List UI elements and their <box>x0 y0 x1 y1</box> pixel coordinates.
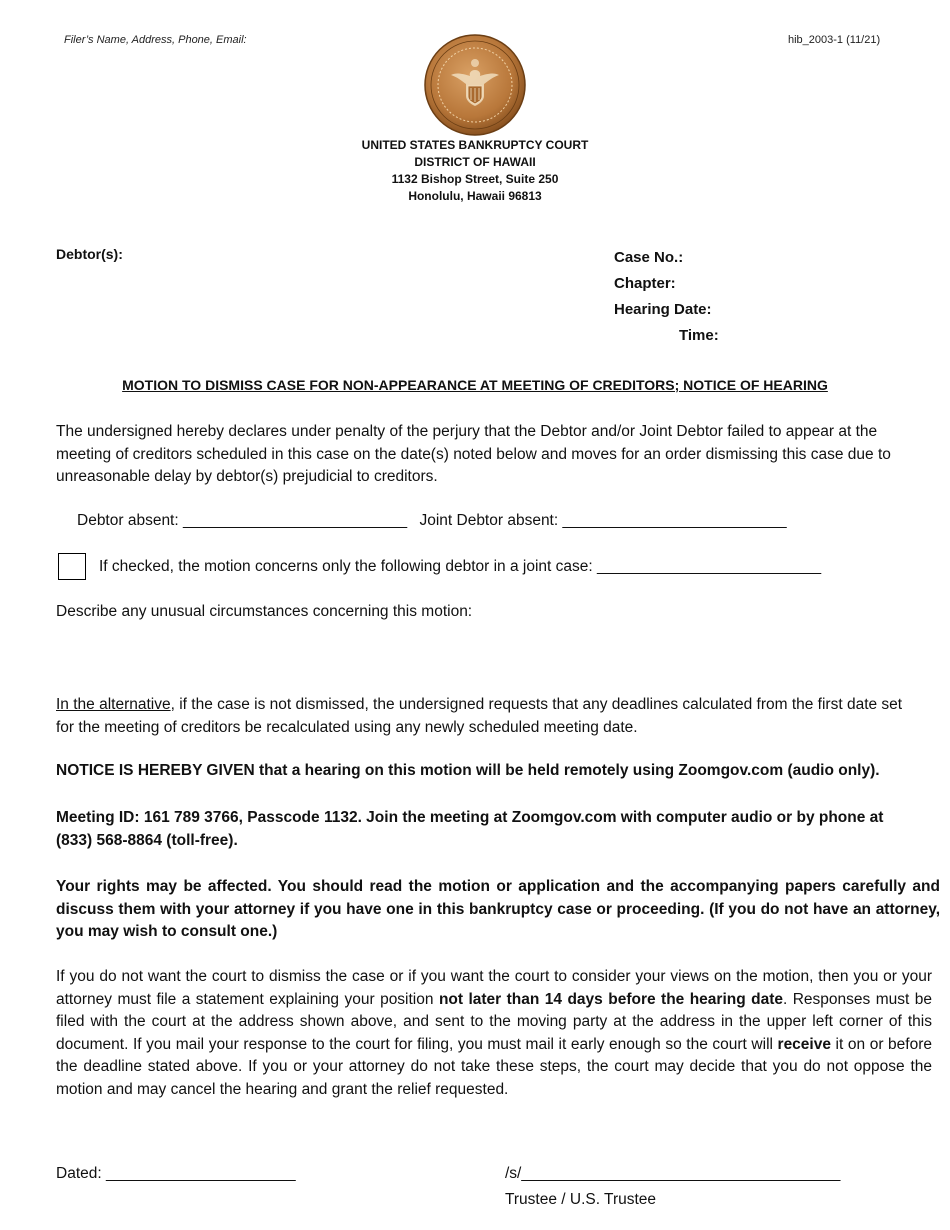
case-info-block <box>614 245 719 349</box>
court-name: UNITED STATES BANKRUPTCY COURT <box>361 138 589 152</box>
court-city: Honolulu, Hawaii 96813 <box>408 189 542 203</box>
form-number: hib_2003-1 (11/21) <box>788 34 881 46</box>
signature-role: Trustee / U.S. Trustee <box>505 1191 657 1208</box>
court-address-block <box>275 137 675 205</box>
response-text-2: . Responses must be filed with the court at the address shown above, and sent to the moving party at the address in the upper left corner of this document. If you mail your response to the court for filing, you must mail it early enough so the court will <box>56 990 932 1053</box>
absent-line <box>77 512 787 530</box>
hearing-notice: NOTICE IS HEREBY GIVEN that a hearing on this motion will be held remotely using Zoomgov.com (audio only). <box>56 762 880 779</box>
joint-case-debtor-field[interactable]: __________________________ <box>597 558 822 575</box>
alternative-text: , if the case is not dismissed, the undersigned requests that any deadlines calculated from the first date set for the meeting of creditors be recalculated using any newly scheduled meeting date. <box>56 696 903 736</box>
chapter-label: Chapter: <box>614 275 676 292</box>
dated-label: Dated: <box>56 1165 102 1182</box>
alternative-lead: In the alternative <box>56 696 171 713</box>
joint-case-checkbox[interactable] <box>58 553 86 580</box>
joint-case-line <box>99 558 821 576</box>
unusual-circumstances-label: Describe any unusual circumstances concerning this motion: <box>56 603 473 620</box>
time-label: Time: <box>679 327 719 344</box>
debtor-absent-label: Debtor absent: <box>77 512 179 529</box>
court-seal-icon <box>424 34 526 136</box>
court-district: DISTRICT OF HAWAII <box>414 155 536 169</box>
rights-notice: Your rights may be affected. You should read the motion or application and the accompanying papers carefully and discuss them with your attorney if you have one in this bankruptcy case or proceeding. (If you do not have an attorney, you may wish to consult one.) <box>56 878 940 940</box>
court-street: 1132 Bishop Street, Suite 250 <box>391 172 559 186</box>
declaration-paragraph: The undersigned hereby declares under penalty of the perjury that the Debtor and/or Joint Debtor failed to appear at the meeting of creditors scheduled in this case on the date(s) noted below and moves for an order dismissing this case due to unreasonable delay by debtor(s) prejudicial to creditors. <box>56 423 891 485</box>
alternative-paragraph <box>56 694 920 739</box>
dated-line <box>56 1165 296 1183</box>
dated-field[interactable]: ______________________ <box>105 1165 296 1182</box>
response-paragraph <box>56 966 932 1101</box>
meeting-info: Meeting ID: 161 789 3766, Passcode 1132. Join the meeting at Zoomgov.com with computer audio or by phone at (833) 568-8864 (toll-free). <box>56 809 884 849</box>
joint-debtor-absent-label: Joint Debtor absent: <box>419 512 559 529</box>
case-no-label: Case No.: <box>614 249 684 266</box>
signature-field[interactable]: /s/_____________________________________ <box>505 1165 841 1182</box>
document-title: MOTION TO DISMISS CASE FOR NON-APPEARANCE AT MEETING OF CREDITORS; NOTICE OF HEARING <box>122 377 828 393</box>
response-text-3: it on or before the deadline stated above. If you or your attorney do not take these steps, the court may decide that you do not oppose the motion and may cancel the hearing and grant the relief requested. <box>56 1035 932 1098</box>
joint-case-text: If checked, the motion concerns only the following debtor in a joint case: <box>99 558 593 575</box>
hearing-date-label: Hearing Date: <box>614 301 712 318</box>
response-text-1: If you do not want the court to dismiss the case or if you want the court to consider your views on the motion, then you or your attorney must file a statement explaining your position <box>56 968 932 1008</box>
response-deadline: not later than 14 days before the hearing date <box>438 990 783 1008</box>
response-receive: receive <box>777 1035 831 1053</box>
filer-info-label: Filer’s Name, Address, Phone, Email: <box>64 34 247 46</box>
joint-debtor-absent-field[interactable]: __________________________ <box>562 512 787 529</box>
debtor-absent-field[interactable]: __________________________ <box>183 512 408 529</box>
debtor-label: Debtor(s): <box>56 246 123 262</box>
